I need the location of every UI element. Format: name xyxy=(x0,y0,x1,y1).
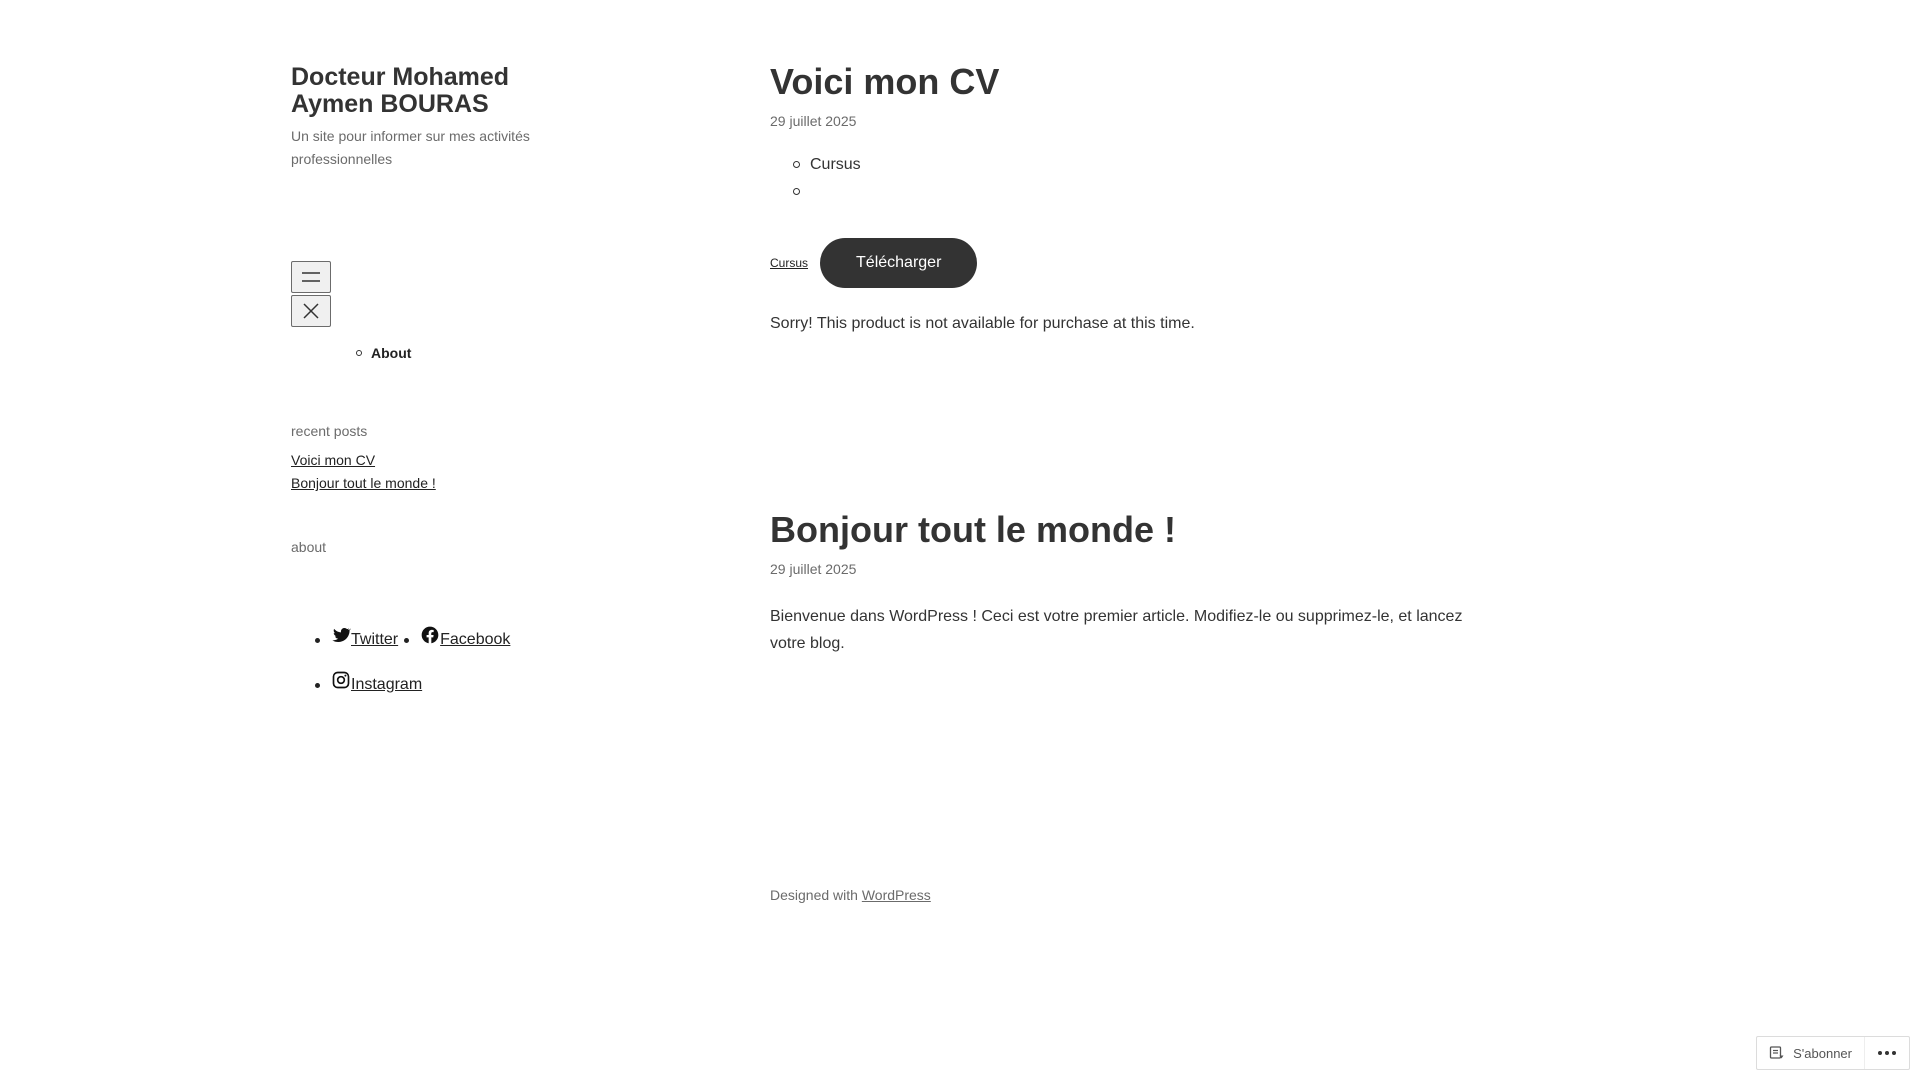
site-footer xyxy=(770,887,931,903)
bullet xyxy=(315,638,320,643)
post-title[interactable]: Bonjour tout le monde ! xyxy=(770,509,1176,550)
bullet xyxy=(404,638,409,643)
post-title[interactable]: Voici mon CV xyxy=(770,61,1000,102)
more-options-button[interactable] xyxy=(1865,1037,1909,1069)
post-date[interactable]: 29 juillet 2025 xyxy=(770,113,857,130)
post-bonjour-tout-le-monde xyxy=(770,508,1470,657)
twitter-link[interactable]: Twitter xyxy=(351,631,399,648)
social-links xyxy=(291,604,591,694)
menu-close-button[interactable] xyxy=(291,295,331,327)
purchase-notice: Sorry! This product is not available for purchase at this time. xyxy=(770,315,1195,332)
list-item xyxy=(291,449,436,472)
list-item-label: Cursus xyxy=(810,156,861,174)
post-date[interactable]: 29 juillet 2025 xyxy=(770,561,857,578)
footer-prefix: Designed with xyxy=(770,887,858,903)
post-body: Bienvenue dans WordPress ! Ceci est votre premier article. Modifiez-le ou supprimez-le, et lancez votre blog. xyxy=(770,608,1463,653)
recent-post-link[interactable]: Voici mon CV xyxy=(291,452,376,468)
nav-item-label: About xyxy=(371,345,412,361)
ellipsis-icon xyxy=(1877,1050,1897,1056)
instagram-icon xyxy=(331,670,351,690)
bullet xyxy=(315,683,320,688)
instagram-link[interactable]: Instagram xyxy=(351,676,423,693)
hamburger-menu-icon xyxy=(301,270,321,284)
social-row xyxy=(291,649,591,694)
file-download-block xyxy=(770,238,977,288)
site-description: Un site pour informer sur mes activités professionnelles xyxy=(291,128,530,167)
subscribe-bar xyxy=(1756,1036,1910,1070)
recent-posts-list xyxy=(291,449,436,495)
facebook-icon xyxy=(420,625,440,645)
post-voici-mon-cv xyxy=(770,60,1470,332)
file-link[interactable]: Cursus xyxy=(770,256,809,270)
list-item xyxy=(291,472,436,495)
social-item-instagram xyxy=(315,670,422,694)
close-icon xyxy=(302,302,320,320)
primary-nav xyxy=(356,345,411,361)
subscribe-button[interactable] xyxy=(1757,1037,1865,1069)
reader-icon xyxy=(1769,1045,1785,1061)
recent-post-link[interactable]: Bonjour tout le monde ! xyxy=(291,475,436,491)
cursus-list xyxy=(770,151,1470,205)
twitter-icon xyxy=(331,625,351,645)
social-row xyxy=(291,604,591,649)
menu-open-button[interactable] xyxy=(291,261,331,293)
site-title[interactable]: Docteur Mohamed Aymen BOURAS xyxy=(291,63,510,118)
social-item-twitter xyxy=(315,625,398,649)
social-item-facebook xyxy=(404,625,510,649)
list-item xyxy=(810,151,1470,178)
sidebar xyxy=(291,63,591,693)
list-item xyxy=(810,178,1470,205)
facebook-link[interactable]: Facebook xyxy=(440,631,511,648)
nav-item-about[interactable] xyxy=(356,345,411,361)
wordpress-link[interactable]: WordPress xyxy=(861,887,931,903)
subscribe-label: S'abonner xyxy=(1793,1045,1852,1061)
about-heading: about xyxy=(291,539,327,555)
recent-posts-heading: recent posts xyxy=(291,423,368,439)
download-button[interactable]: Télécharger xyxy=(820,238,977,288)
